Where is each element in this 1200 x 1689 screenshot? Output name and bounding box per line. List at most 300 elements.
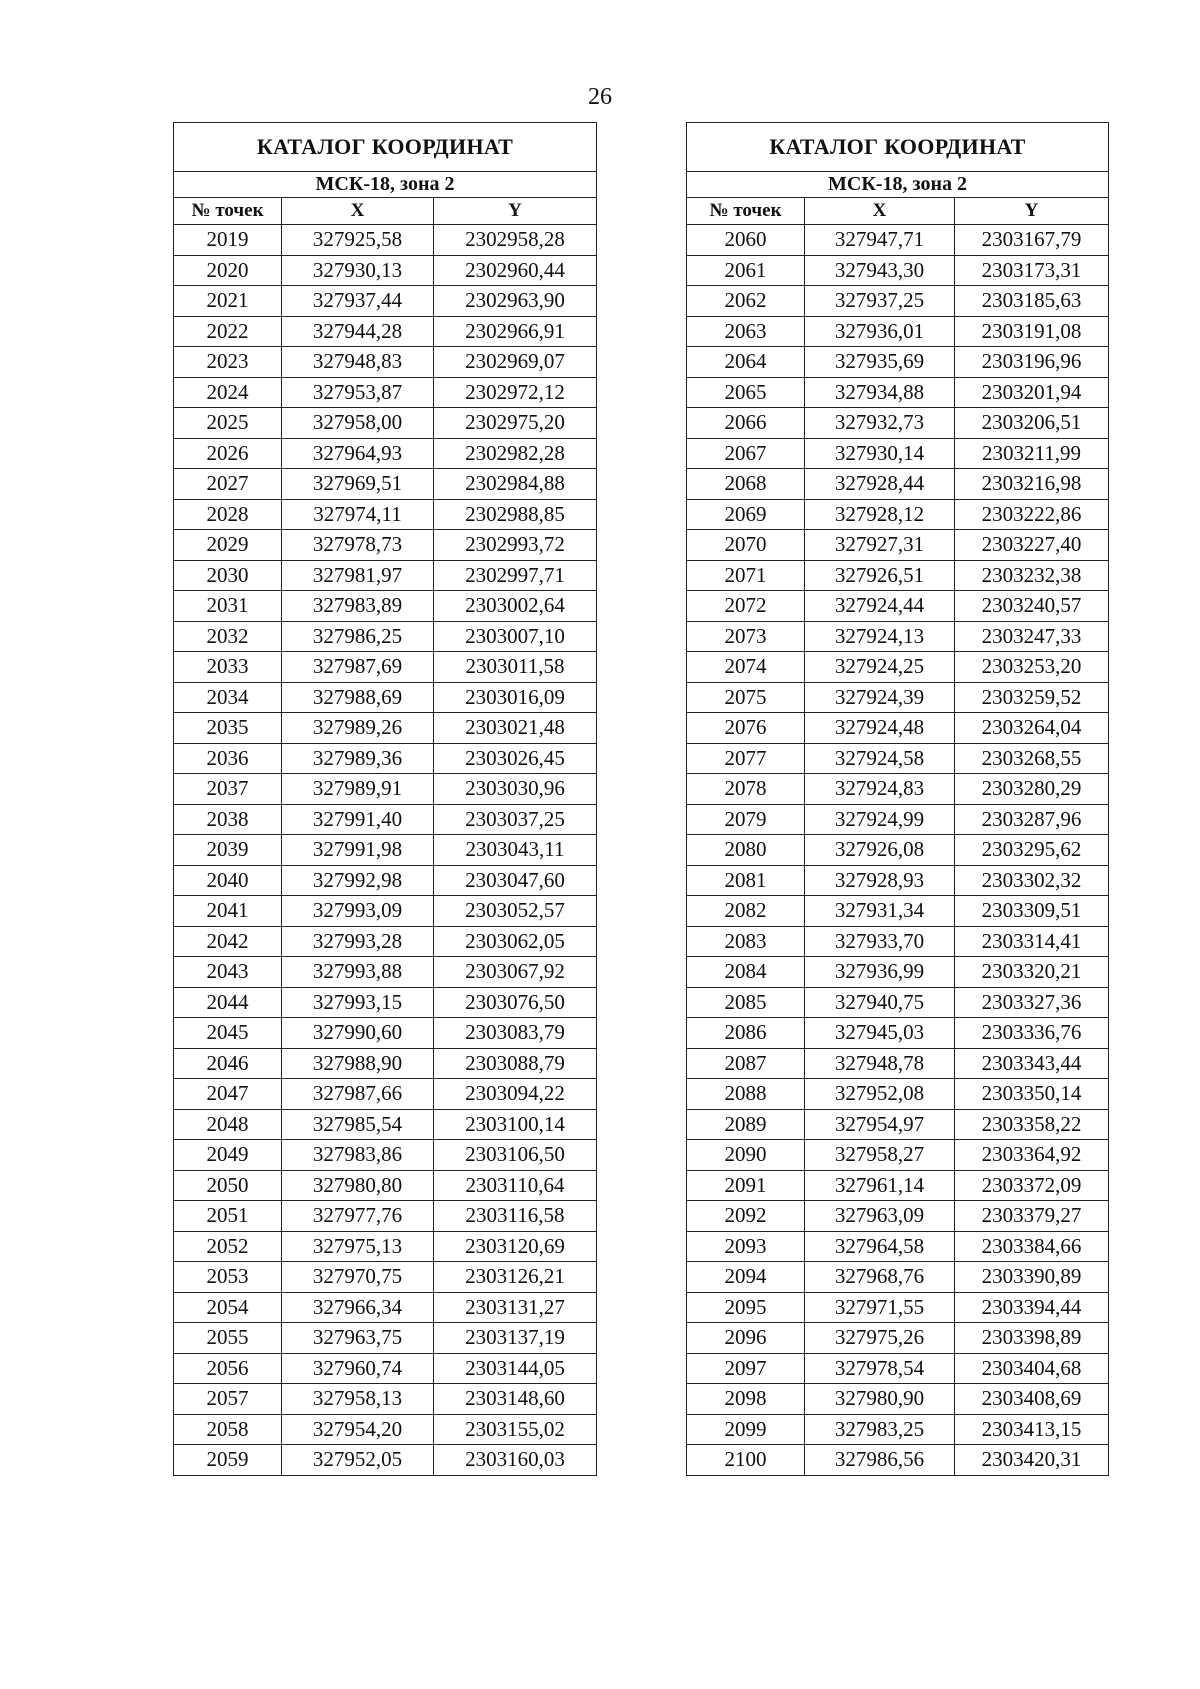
y-coordinate-cell: 2303083,79 [434, 1018, 597, 1049]
point-number-cell: 2094 [687, 1262, 805, 1293]
point-number-cell: 2062 [687, 286, 805, 317]
point-number-cell: 2056 [174, 1353, 282, 1384]
table-row [687, 1048, 1109, 1079]
column-header-y: Y [434, 198, 597, 225]
x-coordinate-cell: 327963,09 [805, 1201, 955, 1232]
point-number-cell: 2035 [174, 713, 282, 744]
y-coordinate-cell: 2303247,33 [955, 621, 1109, 652]
y-coordinate-cell: 2302958,28 [434, 225, 597, 256]
table-row [174, 1109, 597, 1140]
table-row [174, 1414, 597, 1445]
point-number-cell: 2027 [174, 469, 282, 500]
x-coordinate-cell: 327926,51 [805, 560, 955, 591]
y-coordinate-cell: 2303137,19 [434, 1323, 597, 1354]
x-coordinate-cell: 327930,13 [282, 255, 434, 286]
catalog-title: КАТАЛОГ КООРДИНАТ [687, 123, 1109, 172]
point-number-cell: 2060 [687, 225, 805, 256]
table-row [174, 835, 597, 866]
point-number-cell: 2090 [687, 1140, 805, 1171]
y-coordinate-cell: 2303398,89 [955, 1323, 1109, 1354]
table-row [687, 896, 1109, 927]
x-coordinate-cell: 327964,58 [805, 1231, 955, 1262]
point-number-cell: 2066 [687, 408, 805, 439]
y-coordinate-cell: 2303206,51 [955, 408, 1109, 439]
table-row [174, 1231, 597, 1262]
x-coordinate-cell: 327924,48 [805, 713, 955, 744]
x-coordinate-cell: 327987,69 [282, 652, 434, 683]
point-number-cell: 2096 [687, 1323, 805, 1354]
point-number-cell: 2021 [174, 286, 282, 317]
x-coordinate-cell: 327937,25 [805, 286, 955, 317]
x-coordinate-cell: 327948,83 [282, 347, 434, 378]
table-row [687, 865, 1109, 896]
x-coordinate-cell: 327977,76 [282, 1201, 434, 1232]
table-row [174, 957, 597, 988]
point-number-cell: 2041 [174, 896, 282, 927]
x-coordinate-cell: 327954,20 [282, 1414, 434, 1445]
x-coordinate-cell: 327928,44 [805, 469, 955, 500]
point-number-cell: 2046 [174, 1048, 282, 1079]
table-row [687, 1079, 1109, 1110]
x-coordinate-cell: 327980,90 [805, 1384, 955, 1415]
y-coordinate-cell: 2303343,44 [955, 1048, 1109, 1079]
point-number-cell: 2065 [687, 377, 805, 408]
y-coordinate-cell: 2303232,38 [955, 560, 1109, 591]
table-row [687, 1323, 1109, 1354]
point-number-cell: 2100 [687, 1445, 805, 1476]
x-coordinate-cell: 327983,25 [805, 1414, 955, 1445]
point-number-cell: 2022 [174, 316, 282, 347]
table-row [687, 774, 1109, 805]
y-coordinate-cell: 2303408,69 [955, 1384, 1109, 1415]
x-coordinate-cell: 327945,03 [805, 1018, 955, 1049]
point-number-cell: 2058 [174, 1414, 282, 1445]
y-coordinate-cell: 2302969,07 [434, 347, 597, 378]
y-coordinate-cell: 2303390,89 [955, 1262, 1109, 1293]
x-coordinate-cell: 327981,97 [282, 560, 434, 591]
x-coordinate-cell: 327933,70 [805, 926, 955, 957]
x-coordinate-cell: 327993,09 [282, 896, 434, 927]
y-coordinate-cell: 2303037,25 [434, 804, 597, 835]
column-header-y: Y [955, 198, 1109, 225]
y-coordinate-cell: 2303201,94 [955, 377, 1109, 408]
x-coordinate-cell: 327971,55 [805, 1292, 955, 1323]
table-row [687, 499, 1109, 530]
point-number-cell: 2097 [687, 1353, 805, 1384]
y-coordinate-cell: 2303126,21 [434, 1262, 597, 1293]
y-coordinate-cell: 2303067,92 [434, 957, 597, 988]
y-coordinate-cell: 2303259,52 [955, 682, 1109, 713]
table-row [174, 347, 597, 378]
y-coordinate-cell: 2303295,62 [955, 835, 1109, 866]
table-row [687, 1140, 1109, 1171]
table-row [174, 408, 597, 439]
point-number-cell: 2048 [174, 1109, 282, 1140]
table-row [174, 1140, 597, 1171]
y-coordinate-cell: 2303216,98 [955, 469, 1109, 500]
table-row [174, 591, 597, 622]
point-number-cell: 2034 [174, 682, 282, 713]
x-coordinate-cell: 327966,34 [282, 1292, 434, 1323]
x-coordinate-cell: 327963,75 [282, 1323, 434, 1354]
y-coordinate-cell: 2303144,05 [434, 1353, 597, 1384]
y-coordinate-cell: 2303227,40 [955, 530, 1109, 561]
y-coordinate-cell: 2303062,05 [434, 926, 597, 957]
x-coordinate-cell: 327986,25 [282, 621, 434, 652]
x-coordinate-cell: 327988,90 [282, 1048, 434, 1079]
x-coordinate-cell: 327990,60 [282, 1018, 434, 1049]
table-row [687, 682, 1109, 713]
point-number-cell: 2024 [174, 377, 282, 408]
y-coordinate-cell: 2302982,28 [434, 438, 597, 469]
y-coordinate-cell: 2303116,58 [434, 1201, 597, 1232]
point-number-cell: 2025 [174, 408, 282, 439]
table-row [687, 1445, 1109, 1476]
table-row [687, 560, 1109, 591]
point-number-cell: 2086 [687, 1018, 805, 1049]
y-coordinate-cell: 2303110,64 [434, 1170, 597, 1201]
y-coordinate-cell: 2303131,27 [434, 1292, 597, 1323]
table-body [687, 225, 1109, 1476]
y-coordinate-cell: 2303253,20 [955, 652, 1109, 683]
table-row [687, 1292, 1109, 1323]
table-body [174, 225, 597, 1476]
table-row [174, 865, 597, 896]
table-row [687, 1384, 1109, 1415]
x-coordinate-cell: 327989,36 [282, 743, 434, 774]
x-coordinate-cell: 327928,93 [805, 865, 955, 896]
table-row [687, 743, 1109, 774]
table-row [174, 1384, 597, 1415]
column-header-x: X [805, 198, 955, 225]
point-number-cell: 2061 [687, 255, 805, 286]
x-coordinate-cell: 327978,73 [282, 530, 434, 561]
x-coordinate-cell: 327983,86 [282, 1140, 434, 1171]
y-coordinate-cell: 2303336,76 [955, 1018, 1109, 1049]
column-header-x: X [282, 198, 434, 225]
y-coordinate-cell: 2303047,60 [434, 865, 597, 896]
point-number-cell: 2026 [174, 438, 282, 469]
x-coordinate-cell: 327960,74 [282, 1353, 434, 1384]
point-number-cell: 2053 [174, 1262, 282, 1293]
point-number-cell: 2030 [174, 560, 282, 591]
table-row [174, 255, 597, 286]
table-row [174, 225, 597, 256]
table-row [687, 713, 1109, 744]
y-coordinate-cell: 2302963,90 [434, 286, 597, 317]
x-coordinate-cell: 327934,88 [805, 377, 955, 408]
table-row [174, 743, 597, 774]
y-coordinate-cell: 2303264,04 [955, 713, 1109, 744]
table-row [687, 1262, 1109, 1293]
table-row [687, 316, 1109, 347]
x-coordinate-cell: 327991,40 [282, 804, 434, 835]
table-row [174, 438, 597, 469]
x-coordinate-cell: 327987,66 [282, 1079, 434, 1110]
point-number-cell: 2073 [687, 621, 805, 652]
y-coordinate-cell: 2303287,96 [955, 804, 1109, 835]
column-header-point: № точек [174, 198, 282, 225]
page-number: 26 [588, 84, 612, 110]
y-coordinate-cell: 2303404,68 [955, 1353, 1109, 1384]
point-number-cell: 2071 [687, 560, 805, 591]
y-coordinate-cell: 2303173,31 [955, 255, 1109, 286]
x-coordinate-cell: 327935,69 [805, 347, 955, 378]
table-row [687, 1109, 1109, 1140]
x-coordinate-cell: 327975,26 [805, 1323, 955, 1354]
table-row [687, 286, 1109, 317]
point-number-cell: 2047 [174, 1079, 282, 1110]
point-number-cell: 2099 [687, 1414, 805, 1445]
table-row [174, 1079, 597, 1110]
y-coordinate-cell: 2303314,41 [955, 926, 1109, 957]
y-coordinate-cell: 2303372,09 [955, 1170, 1109, 1201]
x-coordinate-cell: 327948,78 [805, 1048, 955, 1079]
point-number-cell: 2032 [174, 621, 282, 652]
x-coordinate-cell: 327992,98 [282, 865, 434, 896]
x-coordinate-cell: 327975,13 [282, 1231, 434, 1262]
table-row [174, 1323, 597, 1354]
point-number-cell: 2044 [174, 987, 282, 1018]
table-row [687, 987, 1109, 1018]
x-coordinate-cell: 327991,98 [282, 835, 434, 866]
table-row [687, 591, 1109, 622]
table-row [174, 652, 597, 683]
x-coordinate-cell: 327928,12 [805, 499, 955, 530]
x-coordinate-cell: 327932,73 [805, 408, 955, 439]
y-coordinate-cell: 2303185,63 [955, 286, 1109, 317]
y-coordinate-cell: 2303240,57 [955, 591, 1109, 622]
y-coordinate-cell: 2303016,09 [434, 682, 597, 713]
table-row [174, 1170, 597, 1201]
y-coordinate-cell: 2303076,50 [434, 987, 597, 1018]
y-coordinate-cell: 2303394,44 [955, 1292, 1109, 1323]
x-coordinate-cell: 327952,08 [805, 1079, 955, 1110]
x-coordinate-cell: 327925,58 [282, 225, 434, 256]
x-coordinate-cell: 327980,80 [282, 1170, 434, 1201]
table-row [174, 896, 597, 927]
x-coordinate-cell: 327924,13 [805, 621, 955, 652]
table-row [687, 347, 1109, 378]
y-coordinate-cell: 2303030,96 [434, 774, 597, 805]
y-coordinate-cell: 2302984,88 [434, 469, 597, 500]
point-number-cell: 2082 [687, 896, 805, 927]
y-coordinate-cell: 2303358,22 [955, 1109, 1109, 1140]
point-number-cell: 2038 [174, 804, 282, 835]
x-coordinate-cell: 327926,08 [805, 835, 955, 866]
y-coordinate-cell: 2302960,44 [434, 255, 597, 286]
point-number-cell: 2039 [174, 835, 282, 866]
table-row [687, 255, 1109, 286]
table-row [174, 1292, 597, 1323]
table-row [174, 377, 597, 408]
table-row [174, 286, 597, 317]
x-coordinate-cell: 327936,01 [805, 316, 955, 347]
table-row [687, 469, 1109, 500]
point-number-cell: 2033 [174, 652, 282, 683]
x-coordinate-cell: 327989,26 [282, 713, 434, 744]
y-coordinate-cell: 2303413,15 [955, 1414, 1109, 1445]
point-number-cell: 2075 [687, 682, 805, 713]
point-number-cell: 2043 [174, 957, 282, 988]
y-coordinate-cell: 2303100,14 [434, 1109, 597, 1140]
table-row [174, 530, 597, 561]
point-number-cell: 2019 [174, 225, 282, 256]
table-row [174, 804, 597, 835]
y-coordinate-cell: 2303309,51 [955, 896, 1109, 927]
point-number-cell: 2057 [174, 1384, 282, 1415]
y-coordinate-cell: 2303002,64 [434, 591, 597, 622]
point-number-cell: 2077 [687, 743, 805, 774]
table-row [174, 1201, 597, 1232]
point-number-cell: 2045 [174, 1018, 282, 1049]
y-coordinate-cell: 2303167,79 [955, 225, 1109, 256]
table-row [687, 1170, 1109, 1201]
table-row [174, 682, 597, 713]
point-number-cell: 2093 [687, 1231, 805, 1262]
x-coordinate-cell: 327993,88 [282, 957, 434, 988]
point-number-cell: 2028 [174, 499, 282, 530]
y-coordinate-cell: 2303350,14 [955, 1079, 1109, 1110]
y-coordinate-cell: 2303379,27 [955, 1201, 1109, 1232]
point-number-cell: 2042 [174, 926, 282, 957]
x-coordinate-cell: 327927,31 [805, 530, 955, 561]
point-number-cell: 2049 [174, 1140, 282, 1171]
table-row [174, 469, 597, 500]
y-coordinate-cell: 2303148,60 [434, 1384, 597, 1415]
table-row [174, 1048, 597, 1079]
x-coordinate-cell: 327961,14 [805, 1170, 955, 1201]
x-coordinate-cell: 327985,54 [282, 1109, 434, 1140]
point-number-cell: 2059 [174, 1445, 282, 1476]
x-coordinate-cell: 327969,51 [282, 469, 434, 500]
x-coordinate-cell: 327952,05 [282, 1445, 434, 1476]
table-row [174, 1262, 597, 1293]
x-coordinate-cell: 327958,00 [282, 408, 434, 439]
y-coordinate-cell: 2303320,21 [955, 957, 1109, 988]
x-coordinate-cell: 327947,71 [805, 225, 955, 256]
x-coordinate-cell: 327931,34 [805, 896, 955, 927]
point-number-cell: 2085 [687, 987, 805, 1018]
table-row [174, 499, 597, 530]
y-coordinate-cell: 2303088,79 [434, 1048, 597, 1079]
y-coordinate-cell: 2303106,50 [434, 1140, 597, 1171]
table-row [687, 621, 1109, 652]
y-coordinate-cell: 2303211,99 [955, 438, 1109, 469]
table-row [687, 377, 1109, 408]
point-number-cell: 2074 [687, 652, 805, 683]
x-coordinate-cell: 327937,44 [282, 286, 434, 317]
point-number-cell: 2078 [687, 774, 805, 805]
x-coordinate-cell: 327988,69 [282, 682, 434, 713]
table-row [687, 1353, 1109, 1384]
x-coordinate-cell: 327944,28 [282, 316, 434, 347]
point-number-cell: 2095 [687, 1292, 805, 1323]
x-coordinate-cell: 327986,56 [805, 1445, 955, 1476]
y-coordinate-cell: 2302972,12 [434, 377, 597, 408]
y-coordinate-cell: 2303280,29 [955, 774, 1109, 805]
x-coordinate-cell: 327958,27 [805, 1140, 955, 1171]
table-row [687, 1231, 1109, 1262]
coordinate-system: МСК-18, зона 2 [687, 172, 1109, 198]
point-number-cell: 2084 [687, 957, 805, 988]
y-coordinate-cell: 2302997,71 [434, 560, 597, 591]
point-number-cell: 2079 [687, 804, 805, 835]
y-coordinate-cell: 2303120,69 [434, 1231, 597, 1262]
table-row [174, 316, 597, 347]
point-number-cell: 2055 [174, 1323, 282, 1354]
point-number-cell: 2020 [174, 255, 282, 286]
y-coordinate-cell: 2303364,92 [955, 1140, 1109, 1171]
point-number-cell: 2088 [687, 1079, 805, 1110]
table-row [687, 408, 1109, 439]
point-number-cell: 2091 [687, 1170, 805, 1201]
x-coordinate-cell: 327954,97 [805, 1109, 955, 1140]
y-coordinate-cell: 2303384,66 [955, 1231, 1109, 1262]
y-coordinate-cell: 2303160,03 [434, 1445, 597, 1476]
x-coordinate-cell: 327930,14 [805, 438, 955, 469]
table-row [174, 1353, 597, 1384]
point-number-cell: 2069 [687, 499, 805, 530]
table-row [687, 1414, 1109, 1445]
point-number-cell: 2081 [687, 865, 805, 896]
y-coordinate-cell: 2303026,45 [434, 743, 597, 774]
point-number-cell: 2063 [687, 316, 805, 347]
x-coordinate-cell: 327978,54 [805, 1353, 955, 1384]
y-coordinate-cell: 2303155,02 [434, 1414, 597, 1445]
point-number-cell: 2076 [687, 713, 805, 744]
x-coordinate-cell: 327970,75 [282, 1262, 434, 1293]
x-coordinate-cell: 327983,89 [282, 591, 434, 622]
y-coordinate-cell: 2302993,72 [434, 530, 597, 561]
point-number-cell: 2029 [174, 530, 282, 561]
point-number-cell: 2054 [174, 1292, 282, 1323]
y-coordinate-cell: 2302966,91 [434, 316, 597, 347]
point-number-cell: 2051 [174, 1201, 282, 1232]
point-number-cell: 2064 [687, 347, 805, 378]
x-coordinate-cell: 327924,44 [805, 591, 955, 622]
y-coordinate-cell: 2303094,22 [434, 1079, 597, 1110]
point-number-cell: 2040 [174, 865, 282, 896]
point-number-cell: 2092 [687, 1201, 805, 1232]
point-number-cell: 2072 [687, 591, 805, 622]
table-row [687, 652, 1109, 683]
x-coordinate-cell: 327924,39 [805, 682, 955, 713]
y-coordinate-cell: 2303052,57 [434, 896, 597, 927]
x-coordinate-cell: 327968,76 [805, 1262, 955, 1293]
point-number-cell: 2052 [174, 1231, 282, 1262]
point-number-cell: 2083 [687, 926, 805, 957]
x-coordinate-cell: 327940,75 [805, 987, 955, 1018]
point-number-cell: 2031 [174, 591, 282, 622]
table-row [174, 926, 597, 957]
table-row [687, 835, 1109, 866]
table-row [687, 1201, 1109, 1232]
coordinate-system: МСК-18, зона 2 [174, 172, 597, 198]
table-row [687, 957, 1109, 988]
table-row [687, 1018, 1109, 1049]
y-coordinate-cell: 2303196,96 [955, 347, 1109, 378]
y-coordinate-cell: 2303268,55 [955, 743, 1109, 774]
x-coordinate-cell: 327993,28 [282, 926, 434, 957]
y-coordinate-cell: 2303327,36 [955, 987, 1109, 1018]
y-coordinate-cell: 2303191,08 [955, 316, 1109, 347]
point-number-cell: 2036 [174, 743, 282, 774]
table-row [174, 1018, 597, 1049]
coordinate-catalog-right [686, 122, 1109, 1476]
x-coordinate-cell: 327924,58 [805, 743, 955, 774]
point-number-cell: 2098 [687, 1384, 805, 1415]
